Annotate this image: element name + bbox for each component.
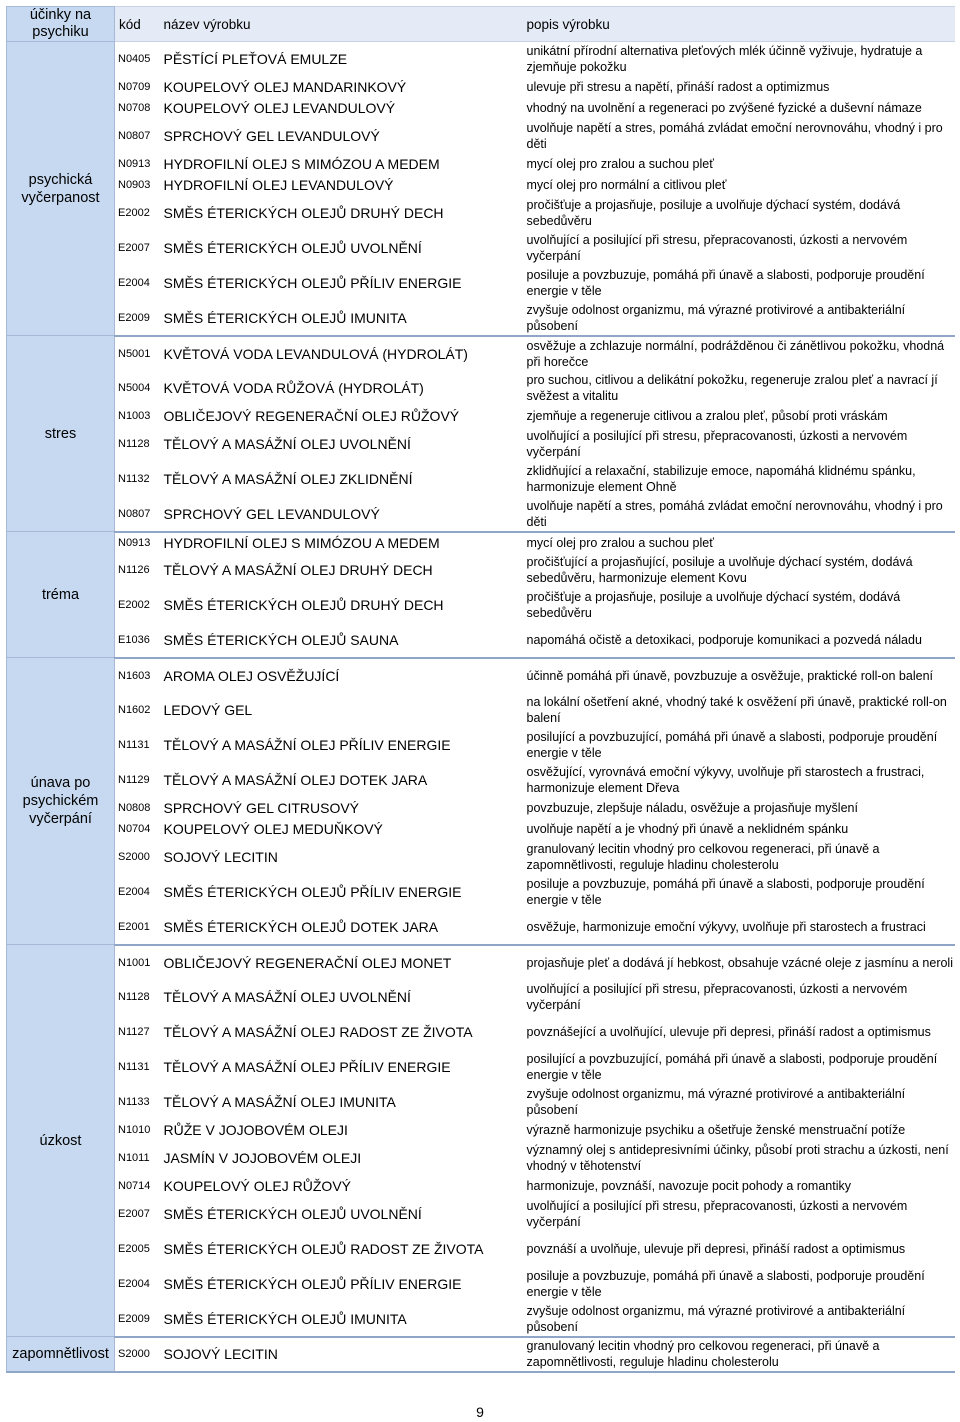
header-description: popis výrobku [523, 7, 955, 42]
category-cell: zapomnětlivost [7, 1337, 115, 1372]
table-row [7, 1141, 955, 1176]
product-code: E2007 [118, 242, 150, 254]
table-row [7, 427, 955, 462]
category-cell: stres [7, 336, 115, 532]
product-code: N0808 [118, 802, 151, 814]
product-code: N1131 [118, 739, 150, 751]
table-row [7, 154, 955, 175]
product-description: posiluje a povzbuzuje, pomáhá při únavě a slabosti, podporuje proudění energie v těle [526, 877, 925, 907]
product-code: N0704 [118, 823, 151, 835]
product-description: posilující a povzbuzující, pomáhá při únavě a slabosti, podporuje proudění energie v těle [526, 1052, 938, 1082]
product-name: KOUPELOVÝ OLEJ LEVANDULOVÝ [163, 100, 396, 116]
table-row [7, 1302, 955, 1337]
table-row [7, 1015, 955, 1050]
product-code: N1003 [118, 410, 151, 422]
product-code: E2007 [118, 1208, 150, 1220]
product-name: SOJOVÝ LECITIN [163, 849, 278, 865]
table-row [7, 840, 955, 875]
product-code: N0913 [118, 158, 151, 170]
product-name: SMĚS ÉTERICKÝCH OLEJŮ RADOST ZE ŽIVOTA [163, 1241, 484, 1257]
product-name: HYDROFILNÍ OLEJ S MIMÓZOU A MEDEM [163, 534, 440, 551]
category-cell: únava po psychickém vyčerpání [7, 658, 115, 945]
table-row [7, 266, 955, 301]
product-description: posiluje a povzbuzuje, pomáhá při únavě a slabosti, podporuje proudění energie v těle [526, 1269, 925, 1299]
product-name: PĚSTÍCÍ PLEŤOVÁ EMULZE [163, 51, 348, 68]
product-name: LEDOVÝ GEL [163, 702, 253, 718]
product-name: SMĚS ÉTERICKÝCH OLEJŮ UVOLNĚNÍ [163, 240, 422, 256]
category-group [7, 532, 955, 658]
table-row [7, 77, 955, 98]
table-row [7, 1085, 955, 1120]
product-name: SMĚS ÉTERICKÝCH OLEJŮ DRUHÝ DECH [163, 597, 444, 613]
product-description: osvěžuje, harmonizuje emoční výkyvy, uvolňuje při starostech a frustraci [523, 910, 955, 945]
category-group [7, 945, 955, 1337]
product-description: uvolňující a posilující při stresu, přepracovanosti, úzkosti a nervovém vyčerpání [526, 982, 908, 1012]
product-code: N1127 [118, 1026, 150, 1038]
product-name: TĚLOVÝ A MASÁŽNÍ OLEJ PŘÍLIV ENERGIE [163, 737, 451, 753]
product-code: S2000 [118, 851, 150, 863]
table-row [7, 371, 955, 406]
product-name: TĚLOVÝ A MASÁŽNÍ OLEJ RADOST ZE ŽIVOTA [163, 1024, 473, 1040]
product-description: pro suchou, citlivou a delikátní pokožku, regeneruje zralou pleť a navrací jí svěžest a vitalitu [526, 373, 938, 403]
product-code: N0405 [118, 53, 151, 66]
product-name: SMĚS ÉTERICKÝCH OLEJŮ PŘÍLIV ENERGIE [163, 275, 462, 291]
product-code: E2002 [118, 599, 150, 611]
product-code: E2009 [115, 1302, 160, 1337]
product-code: N1132 [118, 473, 150, 485]
product-name: SOJOVÝ LECITIN [160, 1337, 523, 1372]
product-name: KOUPELOVÝ OLEJ MANDARINKOVÝ [163, 79, 407, 95]
product-description: pročišťující a projasňující, posiluje a uvolňuje dýchací systém, dodává sebedůvěru, harmonizuje element Kovu [526, 555, 913, 585]
table-row [7, 1337, 955, 1372]
product-name: SPRCHOVÝ GEL LEVANDULOVÝ [160, 497, 523, 532]
table-row [7, 336, 955, 371]
product-name: JASMÍN V JOJOBOVÉM OLEJI [163, 1150, 362, 1166]
product-code: N0913 [118, 536, 151, 549]
product-name: HYDROFILNÍ OLEJ LEVANDULOVÝ [163, 177, 394, 193]
product-table [6, 6, 955, 1373]
product-code: N0903 [118, 179, 151, 191]
product-name: SMĚS ÉTERICKÝCH OLEJŮ IMUNITA [160, 1302, 523, 1337]
product-code: E2009 [115, 301, 160, 336]
product-code: N1010 [118, 1124, 151, 1136]
product-description: napomáhá očistě a detoxikaci, podporuje komunikaci a pozvedá náladu [523, 623, 955, 658]
table-row [7, 1267, 955, 1302]
product-name: KOUPELOVÝ OLEJ RŮŽOVÝ [163, 1178, 351, 1194]
table-row [7, 406, 955, 427]
product-name: HYDROFILNÍ OLEJ S MIMÓZOU A MEDEM [163, 156, 440, 172]
table-row [7, 553, 955, 588]
product-code: N1011 [118, 1152, 150, 1164]
table-row [7, 1232, 955, 1267]
table-row [7, 728, 955, 763]
product-code: N5001 [118, 347, 151, 360]
product-name: SMĚS ÉTERICKÝCH OLEJŮ DRUHÝ DECH [163, 205, 444, 221]
product-code: N0714 [118, 1180, 151, 1192]
product-description: mycí olej pro zralou a suchou pleť [526, 157, 714, 171]
product-code: N1128 [118, 438, 150, 450]
table-row [7, 875, 955, 910]
category-group [7, 336, 955, 532]
table-row [7, 910, 955, 945]
table-row [7, 231, 955, 266]
page-number: 9 [476, 1404, 484, 1420]
product-name: SMĚS ÉTERICKÝCH OLEJŮ UVOLNĚNÍ [163, 1206, 422, 1222]
product-description: pročišťuje a projasňuje, posiluje a uvolňuje dýchací systém, dodává sebedůvěru [526, 198, 901, 228]
product-code: E2001 [115, 910, 160, 945]
product-description: granulovaný lecitin vhodný pro celkovou regeneraci, při únavě a zapomnětlivosti, reguluje hladinu cholesterolu [523, 1337, 955, 1372]
table-row [7, 462, 955, 497]
product-name: TĚLOVÝ A MASÁŽNÍ OLEJ UVOLNĚNÍ [163, 436, 411, 452]
product-name: RŮŽE V JOJOBOVÉM OLEJI [163, 1122, 348, 1138]
category-group [7, 42, 955, 336]
table-row [7, 623, 955, 658]
table-row [7, 658, 955, 693]
product-description: posiluje a povzbuzuje, pomáhá při únavě a slabosti, podporuje proudění energie v těle [526, 268, 925, 298]
product-code: N1129 [118, 774, 150, 786]
table-row [7, 42, 955, 77]
product-name: SMĚS ÉTERICKÝCH OLEJŮ IMUNITA [160, 301, 523, 336]
product-code: N0709 [118, 81, 151, 93]
table-row [7, 819, 955, 840]
product-description: povzbuzuje, zlepšuje náladu, osvěžuje a projasňuje myšlení [526, 801, 858, 815]
product-description: zklidňující a relaxační, stabilizuje emoce, napomáhá klidnému spánku, harmonizuje element Ohně [526, 464, 916, 494]
table-row [7, 98, 955, 119]
product-description: mycí olej pro zralou a suchou pleť [526, 535, 714, 550]
product-name: OBLIČEJOVÝ REGENERAČNÍ OLEJ RŮŽOVÝ [163, 408, 460, 424]
product-code: N1603 [118, 669, 151, 682]
product-code: E2004 [118, 1278, 150, 1290]
table-row [7, 693, 955, 728]
product-name: SMĚS ÉTERICKÝCH OLEJŮ DOTEK JARA [160, 910, 523, 945]
product-code: N0807 [115, 497, 160, 532]
product-description: zvyšuje odolnost organizmu, má výrazné protivirové a antibakteriální působení [526, 1087, 906, 1117]
table-row [7, 196, 955, 231]
product-code: N1126 [118, 564, 150, 576]
product-code: N1133 [118, 1096, 150, 1108]
product-code: S2000 [115, 1337, 160, 1372]
product-description: ulevuje při stresu a napětí, přináší radost a optimizmus [526, 80, 830, 94]
category-group [7, 1337, 955, 1372]
category-group [7, 658, 955, 945]
table-row [7, 798, 955, 819]
product-description: zvyšuje odolnost organizmu, má výrazné protivirové a antibakteriální působení [523, 1302, 955, 1337]
table-row [7, 497, 955, 532]
product-code: E2005 [118, 1243, 150, 1255]
product-name: TĚLOVÝ A MASÁŽNÍ OLEJ UVOLNĚNÍ [163, 989, 411, 1005]
category-cell: úzkost [7, 945, 115, 1337]
product-code: N1001 [118, 956, 151, 969]
product-name: KVĚTOVÁ VODA RŮŽOVÁ (HYDROLÁT) [163, 380, 424, 396]
product-description: harmonizuje, povznáší, navozuje pocit pohody a romantiky [526, 1179, 851, 1193]
product-code: N0708 [118, 102, 151, 114]
product-description: granulovaný lecitin vhodný pro celkovou regeneraci, při únavě a zapomnětlivosti, reguluje hladinu cholesterolu [526, 842, 880, 872]
header-code: kód [115, 7, 160, 42]
table-row [7, 1176, 955, 1197]
table-row [7, 1120, 955, 1141]
table-row [7, 119, 955, 154]
header-category: účinky na psychiku [7, 7, 115, 42]
product-description: uvolňující a posilující při stresu, přepracovanosti, úzkosti a nervovém vyčerpání [526, 429, 908, 459]
product-code: N5004 [118, 382, 151, 394]
product-name: OBLIČEJOVÝ REGENERAČNÍ OLEJ MONET [163, 954, 452, 971]
category-cell: psychická vyčerpanost [7, 42, 115, 336]
product-code: N1131 [118, 1061, 150, 1073]
product-code: N1602 [118, 704, 151, 716]
product-description: uvolňující a posilující při stresu, přepracovanosti, úzkosti a nervovém vyčerpání [526, 1199, 908, 1229]
product-code: N1128 [118, 991, 150, 1003]
table-row [7, 588, 955, 623]
product-name: TĚLOVÝ A MASÁŽNÍ OLEJ IMUNITA [163, 1094, 396, 1110]
product-description: osvěžující, vyrovnává emoční výkyvy, uvolňuje při starostech a frustraci, harmonizuje element Dřeva [526, 765, 925, 795]
product-description: zjemňuje a regeneruje citlivou a zralou pleť, působí proti vráskám [526, 409, 888, 423]
product-code: E2002 [118, 207, 150, 219]
product-description: osvěžuje a zchlazuje normální, podrážděnou či zánětlivou pokožku, vhodná při horečce [526, 338, 945, 369]
product-name: KOUPELOVÝ OLEJ MEDUŇKOVÝ [163, 821, 383, 837]
product-code: N0807 [118, 130, 151, 142]
table-row [7, 1197, 955, 1232]
product-description: vhodný na uvolnění a regeneraci po zvýšené fyzické a duševní námaze [526, 101, 922, 115]
product-description: zvyšuje odolnost organizmu, má výrazné protivirové a antibakteriální působení [523, 301, 955, 336]
product-description: uvolňuje napětí a stres, pomáhá zvládat emoční nerovnováhu, vhodný i pro děti [523, 497, 955, 532]
product-description: unikátní přírodní alternativa pleťových mlék účinně vyživuje, hydratuje a zjemňuje pokožku [526, 44, 923, 75]
table-row [7, 532, 955, 553]
product-description: účinně pomáhá při únavě, povzbuzuje a osvěžuje, praktické roll-on balení [526, 668, 933, 683]
product-description: povznášející a uvolňující, ulevuje při depresi, přináší radost a optimismus [526, 1025, 931, 1039]
product-description: významný olej s antidepresivními účinky, působí proti strachu a úzkosti, není vhodný v těhotenství [526, 1143, 949, 1173]
table-row [7, 763, 955, 798]
product-code: E2004 [118, 886, 150, 898]
product-description: povznáší a uvolňuje, ulevuje při depresi, přináší radost a optimismus [526, 1242, 906, 1256]
product-description: výrazně harmonizuje psychiku a ošetřuje ženské menstruační potíže [526, 1123, 906, 1137]
header-name: název výrobku [160, 7, 523, 42]
table-row [7, 175, 955, 196]
product-description: na lokální ošetření akné, vhodný také k osvěžení při únavě, praktické roll-on balení [526, 695, 947, 725]
category-cell: tréma [7, 532, 115, 658]
product-description: uvolňuje napětí a je vhodný při únavě a neklidném spánku [526, 822, 849, 836]
product-name: AROMA OLEJ OSVĚŽUJÍCÍ [163, 667, 340, 684]
product-name: TĚLOVÝ A MASÁŽNÍ OLEJ PŘÍLIV ENERGIE [163, 1059, 451, 1075]
product-description: uvolňující a posilující při stresu, přepracovanosti, úzkosti a nervovém vyčerpání [526, 233, 908, 263]
product-name: SPRCHOVÝ GEL CITRUSOVÝ [163, 800, 360, 816]
product-description: posilující a povzbuzující, pomáhá při únavě a slabosti, podporuje proudění energie v těle [526, 730, 938, 760]
product-code: E1036 [115, 623, 160, 658]
table-row [7, 980, 955, 1015]
table-row [7, 1050, 955, 1085]
product-name: TĚLOVÝ A MASÁŽNÍ OLEJ DOTEK JARA [163, 772, 428, 788]
header-row [7, 7, 955, 42]
product-description: pročišťuje a projasňuje, posiluje a uvolňuje dýchací systém, dodává sebedůvěru [526, 590, 901, 620]
product-code: E2004 [118, 277, 150, 289]
product-description: projasňuje pleť a dodává jí hebkost, obsahuje vzácné oleje z jasmínu a neroli [526, 955, 953, 970]
product-name: SMĚS ÉTERICKÝCH OLEJŮ PŘÍLIV ENERGIE [163, 1276, 462, 1292]
table-row [7, 301, 955, 336]
table-row [7, 945, 955, 980]
product-name: TĚLOVÝ A MASÁŽNÍ OLEJ ZKLIDNĚNÍ [163, 471, 413, 487]
product-description: mycí olej pro normální a citlivou pleť [526, 178, 727, 192]
product-name: SMĚS ÉTERICKÝCH OLEJŮ SAUNA [160, 623, 523, 658]
product-name: SMĚS ÉTERICKÝCH OLEJŮ PŘÍLIV ENERGIE [163, 884, 462, 900]
product-name: KVĚTOVÁ VODA LEVANDULOVÁ (HYDROLÁT) [163, 345, 468, 362]
product-name: TĚLOVÝ A MASÁŽNÍ OLEJ DRUHÝ DECH [163, 562, 433, 578]
product-description: uvolňuje napětí a stres, pomáhá zvládat emoční nerovnováhu, vhodný i pro děti [526, 121, 943, 151]
product-name: SPRCHOVÝ GEL LEVANDULOVÝ [163, 128, 380, 144]
